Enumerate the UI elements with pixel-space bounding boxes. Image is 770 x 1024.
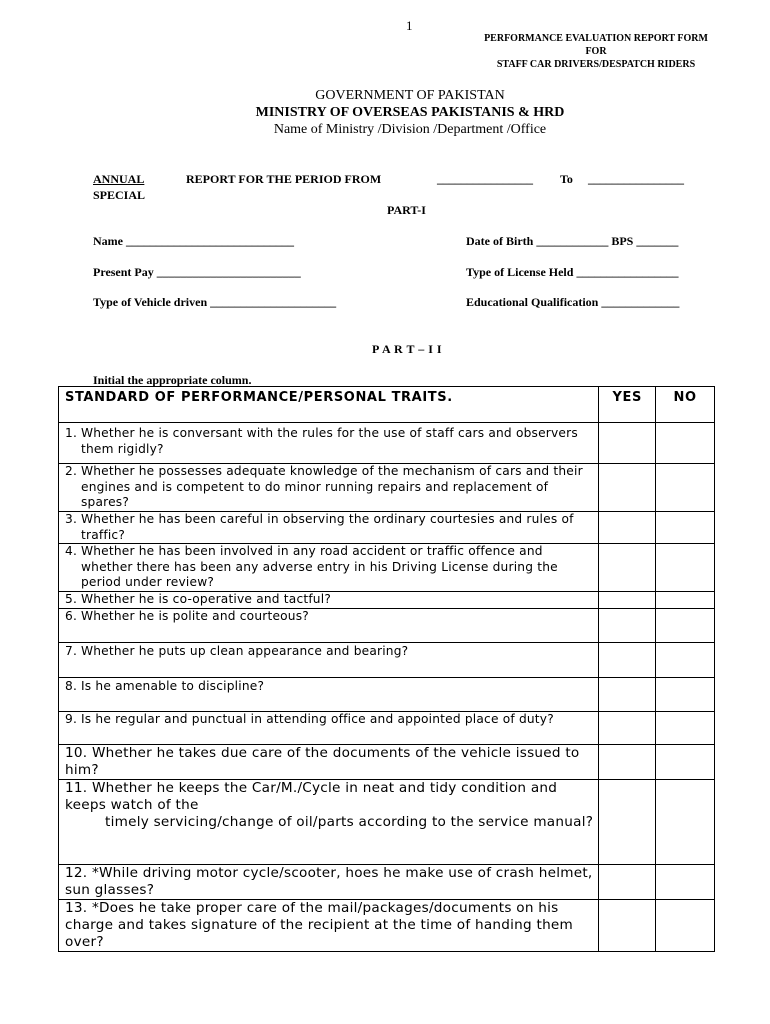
yes-cell[interactable] (599, 744, 656, 779)
license-type-field[interactable]: Type of License Held _________________ (466, 265, 679, 279)
item-text: Whether he has been careful in observing the ordinary courtesies and rules of traffic? (81, 512, 574, 542)
instruction-text: Initial the appropriate column. (93, 373, 252, 387)
table-row (59, 744, 715, 779)
yes-cell[interactable] (599, 899, 656, 951)
annual-option[interactable]: ANNUAL (93, 172, 145, 186)
item-text: Whether he is conversant with the rules for the use of staff cars and observers them rigidly? (81, 426, 578, 456)
table-row (59, 464, 715, 512)
item-number: 7. (65, 643, 78, 658)
no-cell[interactable] (656, 711, 715, 744)
yes-header-cell (599, 387, 656, 423)
table-row (59, 591, 715, 608)
item-number: 8. (65, 678, 78, 693)
item-text: Is he amenable to discipline? (81, 678, 265, 693)
present-pay-field[interactable]: Present Pay ________________________ (93, 265, 301, 279)
table-row (59, 677, 715, 711)
table-row (59, 864, 715, 899)
dob-bps-field[interactable]: Date of Birth ____________ BPS _______ (466, 234, 679, 248)
item-text: 10. Whether he takes due care of the documents of the vehicle issued to him? (65, 744, 580, 778)
traits-table (58, 386, 715, 952)
table-row (59, 608, 715, 642)
table-row (59, 423, 715, 464)
no-header: NO (673, 390, 697, 405)
item-number: 3. (65, 512, 78, 526)
item-text: Whether he is co-operative and tactful? (81, 591, 331, 606)
item-number: 5. (65, 591, 78, 606)
no-cell[interactable] (656, 779, 715, 864)
table-row (59, 711, 715, 744)
office-label: Name of Ministry /Division /Department /Office (273, 122, 547, 137)
item-text: 13. *Does he take proper care of the mail/packages/documents on his charge and takes signature of the recipient at the time of handing them over? (65, 899, 574, 950)
item-number: 1. (65, 426, 78, 440)
no-cell[interactable] (656, 512, 715, 544)
no-cell[interactable] (656, 677, 715, 711)
form-title-line1: PERFORMANCE EVALUATION REPORT FORM (484, 33, 708, 44)
yes-cell[interactable] (599, 677, 656, 711)
page-number: 1 (406, 18, 413, 33)
yes-cell[interactable] (599, 779, 656, 864)
yes-cell[interactable] (599, 608, 656, 642)
ministry-heading: MINISTRY OF OVERSEAS PAKISTANIS & HRD (255, 105, 565, 120)
form-title-line3: STAFF CAR DRIVERS/DESPATCH RIDERS (496, 59, 696, 70)
table-row (59, 779, 715, 864)
no-cell[interactable] (656, 744, 715, 779)
yes-cell[interactable] (599, 512, 656, 544)
yes-cell[interactable] (599, 591, 656, 608)
table-header-row (59, 387, 715, 423)
item-number: 2. (65, 464, 78, 478)
vehicle-type-field[interactable]: Type of Vehicle driven _____________________ (93, 295, 337, 309)
no-cell[interactable] (656, 544, 715, 592)
item-number: 9. (65, 711, 78, 726)
no-cell[interactable] (656, 899, 715, 951)
no-cell[interactable] (656, 423, 715, 464)
yes-cell[interactable] (599, 864, 656, 899)
item-text: Whether he has been involved in any road accident or traffic offence and whether there has been any adverse entry in his Driving License during the period under review? (81, 544, 558, 590)
no-header-cell (656, 387, 715, 423)
table-row (59, 544, 715, 592)
item-text: 12. *While driving motor cycle/scooter, hoes he make use of crash helmet, sun glasses? (65, 864, 593, 898)
yes-cell[interactable] (599, 642, 656, 677)
period-to-label: To (560, 172, 573, 186)
item-number: 4. (65, 544, 78, 559)
no-cell[interactable] (656, 864, 715, 899)
special-option[interactable]: SPECIAL (93, 188, 146, 202)
yes-cell[interactable] (599, 711, 656, 744)
yes-cell[interactable] (599, 544, 656, 592)
item-text: Whether he puts up clean appearance and bearing? (81, 643, 409, 658)
no-cell[interactable] (656, 591, 715, 608)
period-from-field[interactable]: ________________ (437, 172, 533, 186)
item-number: 6. (65, 608, 78, 623)
item-text: 11. Whether he keeps the Car/M./Cycle in neat and tidy condition and keeps watch of the (65, 779, 558, 813)
period-label: REPORT FOR THE PERIOD FROM (186, 172, 382, 186)
yes-header: YES (612, 390, 642, 405)
yes-cell[interactable] (599, 423, 656, 464)
education-field[interactable]: Educational Qualification _____________ (466, 295, 680, 309)
yes-cell[interactable] (599, 464, 656, 512)
item-text: Whether he is polite and courteous? (81, 608, 309, 623)
item-text: Is he regular and punctual in attending office and appointed place of duty? (81, 711, 554, 726)
table-row (59, 512, 715, 544)
government-heading: GOVERNMENT OF PAKISTAN (315, 88, 505, 103)
item-text: Whether he possesses adequate knowledge of the mechanism of cars and their engines and is competent to do minor running repairs and replacement of spares? (81, 464, 583, 510)
item-text-continued: timely servicing/change of oil/parts according to the service manual? (105, 813, 594, 830)
part1-title: PART-I (387, 203, 426, 217)
no-cell[interactable] (656, 464, 715, 512)
header-cell (59, 387, 599, 423)
period-to-field[interactable]: ________________ (588, 172, 684, 186)
part2-title: P A R T – I I (372, 342, 443, 356)
no-cell[interactable] (656, 608, 715, 642)
table-row (59, 899, 715, 951)
name-field[interactable]: Name ____________________________ (93, 234, 294, 248)
table-row (59, 642, 715, 677)
no-cell[interactable] (656, 642, 715, 677)
form-title-line2: FOR (585, 46, 607, 57)
traits-header: STANDARD OF PERFORMANCE/PERSONAL TRAITS. (65, 390, 453, 405)
